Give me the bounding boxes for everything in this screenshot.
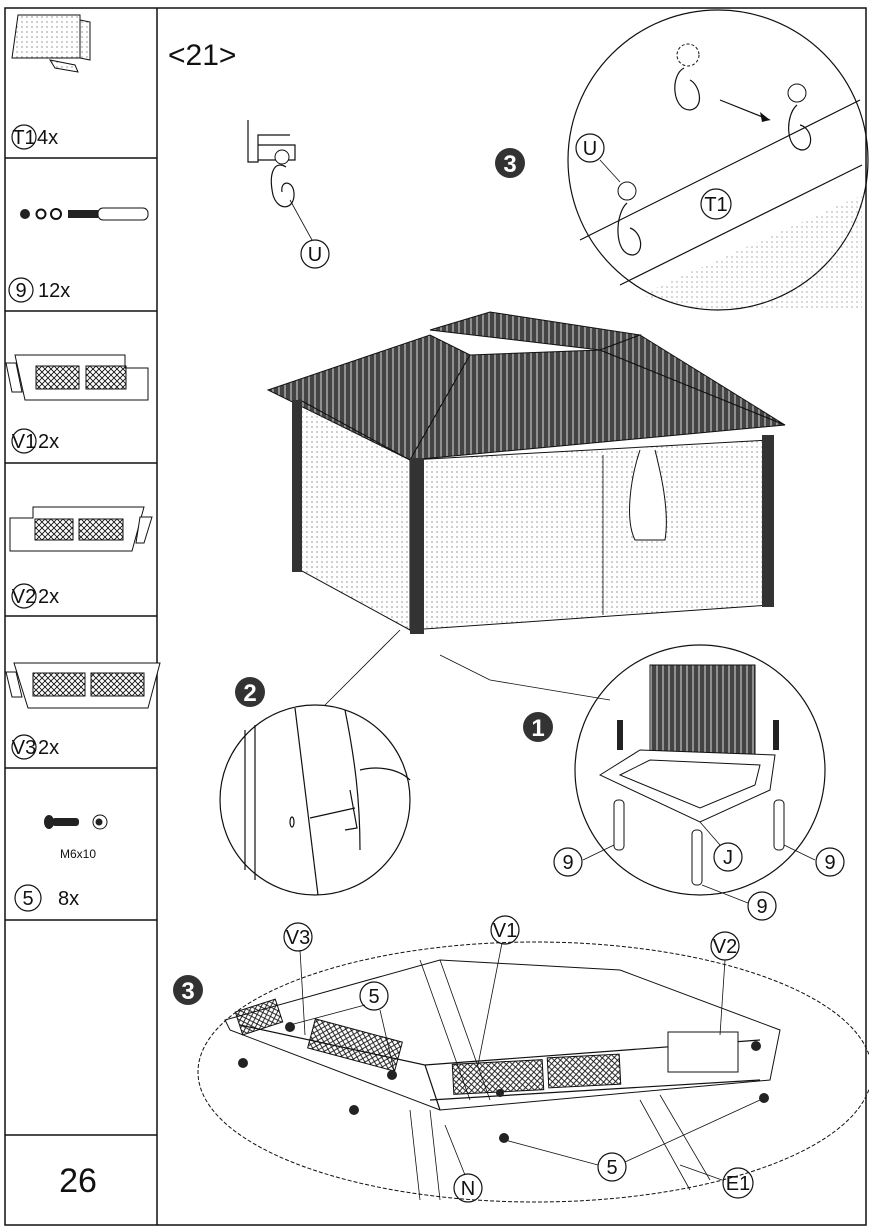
svg-text:1: 1	[531, 715, 545, 742]
part-qty: 2x	[38, 431, 60, 453]
part-v3	[6, 663, 160, 759]
parts-row-dividers	[5, 158, 157, 1135]
anchor-bolt-icon	[20, 208, 148, 220]
part-t1	[12, 15, 90, 149]
svg-text:2: 2	[243, 680, 257, 707]
part-v2	[10, 507, 152, 608]
part-id: 5	[22, 888, 34, 910]
detail-curtain-hooks	[568, 10, 868, 310]
callout-5: 5	[368, 986, 380, 1008]
callout-v3: V3	[285, 927, 311, 949]
detail-anchor	[440, 645, 844, 920]
part-spec: M6x10	[59, 847, 97, 861]
part-v1	[6, 355, 148, 453]
page-number: 26	[59, 1162, 97, 1200]
svg-text:3: 3	[181, 978, 195, 1005]
step-3-badge-bottom	[173, 975, 203, 1005]
step-2-badge	[235, 677, 265, 707]
callout-u: U	[582, 138, 598, 160]
part-id: T1	[12, 127, 36, 149]
callout-v2: V2	[712, 936, 738, 958]
step-3-badge	[495, 148, 525, 178]
vent-panel-icon	[10, 507, 152, 551]
callout-n: N	[460, 1178, 476, 1200]
part-id: V3	[11, 737, 37, 759]
callout-u: U	[307, 244, 323, 266]
part-qty: 2x	[38, 586, 60, 608]
callout-t1: T1	[704, 194, 728, 216]
vent-panel-icon	[6, 355, 148, 400]
detail-pole-pin	[220, 630, 410, 895]
svg-text:3: 3	[503, 151, 517, 178]
hook-detail	[248, 120, 329, 268]
callout-j: J	[723, 847, 733, 869]
part-qty: 4x	[37, 127, 59, 149]
bolt-nut-icon	[44, 815, 107, 829]
callout-9: 9	[824, 852, 836, 874]
part-qty: 12x	[38, 280, 71, 302]
part-5	[15, 815, 107, 911]
step-1-badge	[523, 712, 553, 742]
callout-9: 9	[562, 852, 574, 874]
part-id: V1	[11, 431, 37, 453]
part-id: V2	[11, 586, 37, 608]
vent-panel-icon	[6, 663, 160, 708]
callout-9: 9	[756, 896, 768, 918]
part-qty: 8x	[58, 888, 80, 910]
detail-vent-install	[198, 916, 869, 1202]
part-id: 9	[15, 280, 27, 302]
callout-v1: V1	[492, 920, 518, 942]
part-qty: 2x	[38, 737, 60, 759]
callout-e1: E1	[725, 1173, 751, 1195]
part-9	[9, 208, 148, 302]
gazebo-illustration	[268, 312, 785, 634]
canopy-curtain-icon	[12, 15, 90, 72]
step-title: <21>	[168, 39, 237, 72]
callout-5: 5	[606, 1157, 618, 1179]
